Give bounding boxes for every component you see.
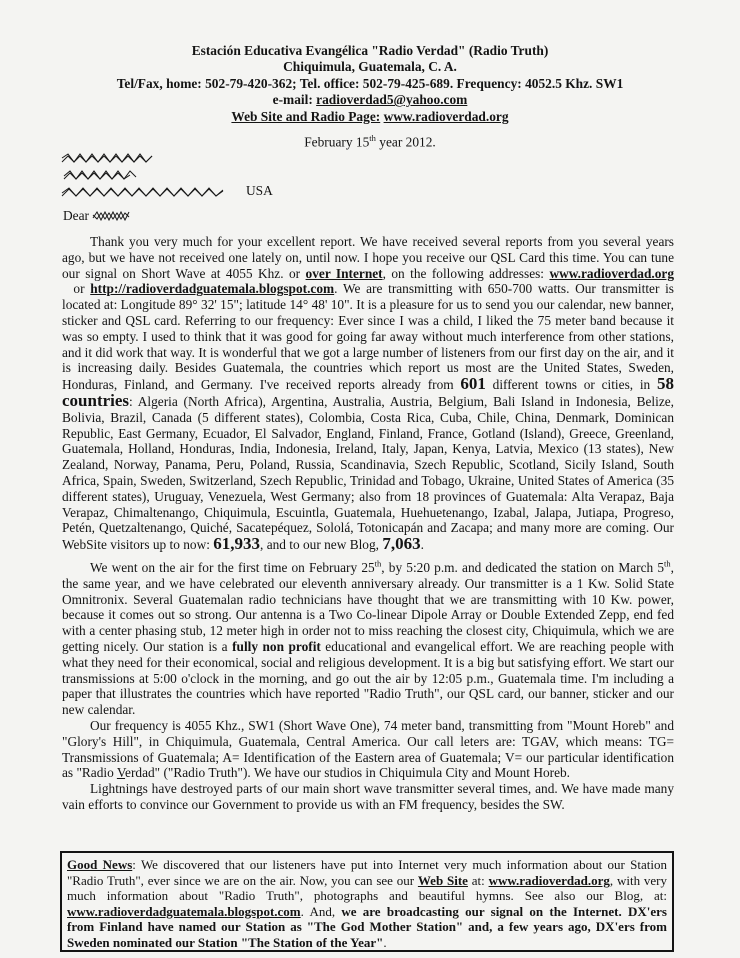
p2-text-d: educational and evangelical effort. We are reaching people with what they need for their economical, social and religious development. It is a big but satisfying effort. We start our transmissions at 5:00 o'clock in the morning, and go out the air by 12:05 p.m., Guatemala time. I'm including a paper that illustrates the countries which have reported "Radio Truth", our QSL card, our banner, sticker and our new calendar. xyxy=(62,638,674,718)
blog-visitors: 7,063 xyxy=(382,534,421,554)
email-prefix: e-mail: xyxy=(272,92,317,108)
news-text-e: we are broadcasting our signal on the Internet. DX'ers from Finland have named our Station as "The God Mother Station" and, a few years ago, DX'ers from Sweden nominated our Station "The Station of the Year" xyxy=(67,903,667,950)
station-website-line xyxy=(0,109,740,125)
date-year: year 2012. xyxy=(375,134,436,150)
p1-or: or xyxy=(62,281,91,297)
news-text-d: . And, xyxy=(300,903,342,919)
station-location: Chiquimula, Guatemala, C. A. xyxy=(283,59,457,75)
p2-text-b: , by 5:20 p.m. and dedicated the station on March 5 xyxy=(381,559,665,575)
p1-text-c: . We are transmitting with 650-700 watts. Our transmitter is located at: Longitude 89° 32' 15"; latitude 14° 48' 10". It is a pleasure for us to send you our calendar, new banner, sticker and QSL card. Referring to our frequency: Ever since I was a child, I liked the 75 meter band because it was so empty. I used to think that it was good for going far away without much interference from other stations, and it did work that way. It is wonderful that we got a large number of listeners from our first day on the air, and it is increasing daily. Besides Guatemala, the countries which report us most are the United States, Sweden, Honduras, Finland, and Germany. I've received reports already from xyxy=(62,281,674,393)
news-blog-link: www.radioverdadguatemala.blogspot.com xyxy=(67,903,301,919)
news-text-a: : We discovered that our listeners have put into Internet very much information about our Station "Radio Truth", ever since we are on the air. Now, you can see our xyxy=(67,857,667,888)
over-internet: over Internet xyxy=(305,265,383,281)
p1-text-f: , and to our new Blog, xyxy=(260,537,383,553)
email-address: radioverdad5@yahoo.com xyxy=(316,92,468,108)
station-name: Estación Educativa Evangélica "Radio Verdad" (Radio Truth) xyxy=(191,43,549,58)
website-label: Web Site and Radio Page: xyxy=(231,108,381,124)
news-website-label: Web Site xyxy=(417,872,468,888)
p1-text-a: Thank you very much for your excellent report. We have received several reports from you several years ago, but we have not received one lately on, until now. I hope you receive our QSL Card this time. You can tune our signal on Short Wave at 4055 Khz. or xyxy=(62,234,674,281)
website-visitors: 61,933 xyxy=(213,534,261,554)
salutation xyxy=(63,208,134,224)
paragraph-report xyxy=(62,234,674,553)
p2-text-a: We went on the air for the first time on February 25 xyxy=(90,559,375,575)
non-profit-text: fully non profit xyxy=(232,638,321,654)
date-suffix: th xyxy=(369,133,376,143)
paragraph-history xyxy=(62,560,674,718)
p3-text-b: erdad" ("Radio Truth"). We have our studios in Chiquimula City and Mount Horeb. xyxy=(125,765,570,781)
letter-body xyxy=(62,234,674,813)
good-news-label: Good News xyxy=(67,857,133,872)
countries-count: 58 countries xyxy=(62,374,674,410)
p2-text-c: , the same year, and we have celebrated our eleventh anniversary already. Our transmitter is a 1 Kw. Solid State Omnitronix. Several Guatemalan radio technicians have thought that we are transmitting with 10 Kw. power, because it comes out so strong. Our antenna is a Two Co-linear Dipole Array or Double Extended Zepp, end fed with a center phasing stub, 12 meter high in order not to miss reaching the closest city, Chiquimula, which we are getting nicely. Our station is a xyxy=(62,559,674,654)
news-text-c: , with very much information about "Radio Truth", photographs and beautiful hymns. See also our Blog, at: xyxy=(67,872,667,904)
p1-text-g: . xyxy=(420,537,424,553)
p2-sup-2: th xyxy=(664,558,671,569)
redacted-address xyxy=(60,152,250,200)
p1-text-e: : Algeria (North Africa), Argentina, Australia, Austria, Belgium, Bali Island in Indonesia, Belize, Bolivia, Brazil, Canada (5 different states), Colombia, Costa Rica, Cuba, Chile, China, Denmark, Dominican Republic, East Germany, Ecuador, El Salvador, England, Finland, France, Gotland (Island), Greece, Greenland, Guatemala, Holland, Honduras, India, Indonesia, Ireland, Italy, Japan, Kenya, Latvia, Mexico (13 states), New Zealand, Norway, Panama, Peru, Poland, Russia, Scandinavia, Szech Republic, Scotland, Sicily Island, South Africa, Spain, Sweden, Switzerland, Szech Republic, Trinidad and Tobago, Ukraine, United States of America (35 different states), Uruguay, Venezuela, West Germany; also from 18 provinces of Guatemala: Alta Verapaz, Baja Verapaz, Chimaltenango, Chiquimula, Escuintla, Guatemala, Huehuetenango, Izabal, Jalapa, Jutiapa, Progreso, Petén, Quetzaltenango, Quiché, Sacatepéquez, Sololá, Totonicapán and Zacapa; and many more are coming. Our WebSite visitors up to now: xyxy=(62,393,674,553)
towns-count: 601 xyxy=(460,374,486,394)
redacted-name xyxy=(92,209,134,221)
news-text-f: . xyxy=(383,934,387,950)
website-url: www.radioverdad.org xyxy=(383,108,509,124)
station-email-line xyxy=(0,92,740,108)
website-link: www.radioverdad.org xyxy=(549,265,674,281)
letterhead xyxy=(0,43,740,125)
recipient-country: USA xyxy=(246,183,273,198)
paragraph-frequency xyxy=(62,718,674,781)
p1-text-b: , on the following addresses: xyxy=(382,265,550,281)
station-phones: Tel/Fax, home: 502-79-420-362; Tel. office: 502-79-425-689. Frequency: 4052.5 Khz. SW1 xyxy=(116,75,624,91)
date-month-day: February 15 xyxy=(304,134,370,150)
paragraph-lightning: Lightnings have destroyed parts of our main short wave transmitter several times, and. We have made many vain efforts to convince our Government to provide us with an FM frequency, besides the SW. xyxy=(62,781,674,812)
p3-v: V xyxy=(116,765,126,781)
p1-text-d: different towns or cities, in xyxy=(485,377,657,393)
p3-text-a: Our frequency is 4055 Khz., SW1 (Short Wave One), 74 meter band, transmitting from "Mount Horeb" and "Glory's Hill", in Chiquimula, Guatemala, Central America. Our call leters are: TGAV, which means: TG= Transmissions of Guatemala; A= Identification of the Eastern area of Guatemala; V= our particular identification as "Radio xyxy=(62,717,674,781)
p2-sup-1: th xyxy=(374,558,382,569)
letter-date xyxy=(0,133,740,150)
news-text-b: at: xyxy=(467,872,489,888)
blog-link: http://radioverdadguatemala.blogspot.com xyxy=(90,281,335,297)
news-website-link: www.radioverdad.org xyxy=(488,872,610,888)
good-news-box xyxy=(60,851,674,952)
salutation-text: Dear xyxy=(63,208,90,223)
